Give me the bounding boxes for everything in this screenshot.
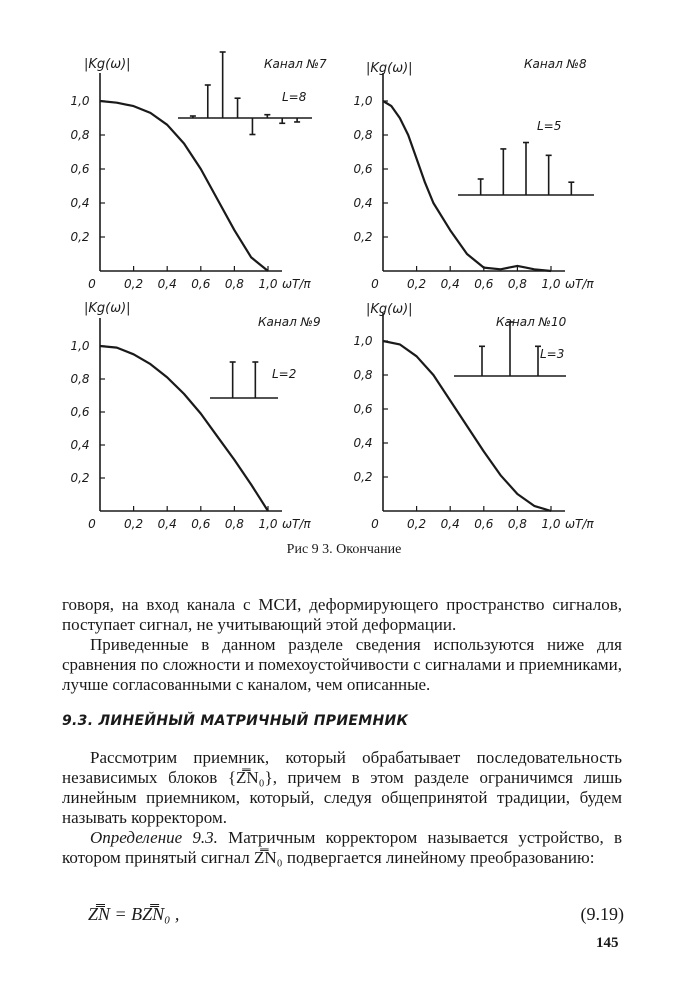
y-tick-label: 0,8 <box>70 128 90 142</box>
page-number: 145 <box>596 935 619 951</box>
y-axis-label: |Kg(ω)| <box>366 61 413 76</box>
x-axis-label: ωT/π <box>565 517 594 531</box>
inset-label: L=8 <box>282 90 307 104</box>
panel-channel-9 <box>70 301 320 531</box>
x-tick-label: 0,6 <box>474 277 494 291</box>
equation-row <box>88 904 624 925</box>
x-tick-label: 0,4 <box>157 277 177 291</box>
panel-channel-7 <box>70 52 327 291</box>
x-tick-label: 0,2 <box>407 277 427 291</box>
response-curve <box>383 341 551 511</box>
panel-title: Канал №7 <box>264 57 327 71</box>
x-tick-label: 1,0 <box>258 277 278 291</box>
y-tick-label: 1,0 <box>353 94 373 108</box>
x-tick-label: 0,8 <box>224 517 244 531</box>
y-axis-label: |Kg(ω)| <box>84 57 131 72</box>
panel-channel-8 <box>353 57 594 291</box>
origin-label: 0 <box>371 277 379 291</box>
y-tick-label: 0,2 <box>70 471 90 485</box>
origin-label: 0 <box>371 517 379 531</box>
x-tick-label: 0,2 <box>124 517 144 531</box>
panel-channel-10 <box>353 302 594 531</box>
section-heading: 9.3. ЛИНЕЙНЫЙ МАТРИЧНЫЙ ПРИЕМНИК <box>62 713 409 729</box>
body-text-top <box>62 595 622 695</box>
x-tick-label: 0,4 <box>440 277 460 291</box>
x-tick-label: 0,8 <box>507 277 527 291</box>
paragraph-receiver: Рассмотрим приемник, который обрабатывает последовательность независимых блоков {Z̿N₀}, причем в этом разделе ограничимся лишь линейным приемником, который, следуя общепринятой традиции, будем называть корректором. <box>62 748 622 827</box>
paragraph-comparison: Приведенные в данном разделе сведения используются ниже для сравнения по сложности и помехоустойчивости с сигналами и приемниками, лучше согласованными с каналом, чем описанные. <box>62 635 622 694</box>
y-axis-label: |Kg(ω)| <box>84 301 131 316</box>
panel-title: Канал №10 <box>496 315 567 329</box>
definition-paragraph <box>62 828 622 868</box>
y-tick-label: 0,8 <box>353 128 373 142</box>
y-tick-label: 1,0 <box>353 334 373 348</box>
inset-label: L=2 <box>272 367 297 381</box>
y-tick-label: 0,2 <box>353 470 373 484</box>
y-tick-label: 1,0 <box>70 339 90 353</box>
x-tick-label: 0,2 <box>407 517 427 531</box>
y-tick-label: 1,0 <box>70 94 90 108</box>
y-tick-label: 0,4 <box>353 196 373 210</box>
x-tick-label: 0,6 <box>191 277 211 291</box>
x-tick-label: 0,2 <box>124 277 144 291</box>
x-tick-label: 1,0 <box>258 517 278 531</box>
x-tick-label: 0,6 <box>191 517 211 531</box>
y-tick-label: 0,2 <box>70 230 90 244</box>
x-axis-label: ωT/π <box>282 517 311 531</box>
definition-text: Матричным корректором называется устройство, в котором принятый сигнал Z̿N₀ подвергается линейному преобразованию: <box>62 828 622 867</box>
x-tick-label: 0,6 <box>474 517 494 531</box>
definition-label: Определение 9.3. <box>90 828 218 847</box>
inset-label: L=5 <box>537 119 562 133</box>
y-tick-label: 0,8 <box>70 372 90 386</box>
inset-label: L=3 <box>540 347 565 361</box>
origin-label: 0 <box>88 517 96 531</box>
x-tick-label: 0,8 <box>224 277 244 291</box>
equation: Z̿N = BZ̿N₀ , <box>88 904 180 924</box>
x-axis-label: ωT/π <box>282 277 311 291</box>
response-curve <box>100 346 268 511</box>
x-tick-label: 1,0 <box>541 277 561 291</box>
body-text-bottom <box>62 748 622 868</box>
x-tick-label: 0,4 <box>157 517 177 531</box>
y-tick-label: 0,4 <box>70 196 90 210</box>
x-axis-label: ωT/π <box>565 277 594 291</box>
x-tick-label: 0,8 <box>507 517 527 531</box>
response-curve <box>100 101 268 271</box>
equation-number: (9.19) <box>580 904 624 924</box>
x-tick-label: 0,4 <box>440 517 460 531</box>
y-tick-label: 0,4 <box>70 438 90 452</box>
y-axis-label: |Kg(ω)| <box>366 302 413 317</box>
paragraph-continuation: говоря, на вход канала с МСИ, деформирующего пространство сигналов, поступает сигнал, не учитывающий этой деформации. <box>62 595 622 634</box>
y-tick-label: 0,4 <box>353 436 373 450</box>
figure-caption: Рис 9 3. Окончание <box>286 542 402 557</box>
y-tick-label: 0,6 <box>353 402 373 416</box>
panel-title: Канал №9 <box>258 315 321 329</box>
x-tick-label: 1,0 <box>541 517 561 531</box>
y-tick-label: 0,8 <box>353 368 373 382</box>
y-tick-label: 0,6 <box>70 405 90 419</box>
y-tick-label: 0,6 <box>70 162 90 176</box>
y-tick-label: 0,6 <box>353 162 373 176</box>
panel-title: Канал №8 <box>524 57 587 71</box>
y-tick-label: 0,2 <box>353 230 373 244</box>
origin-label: 0 <box>88 277 96 291</box>
